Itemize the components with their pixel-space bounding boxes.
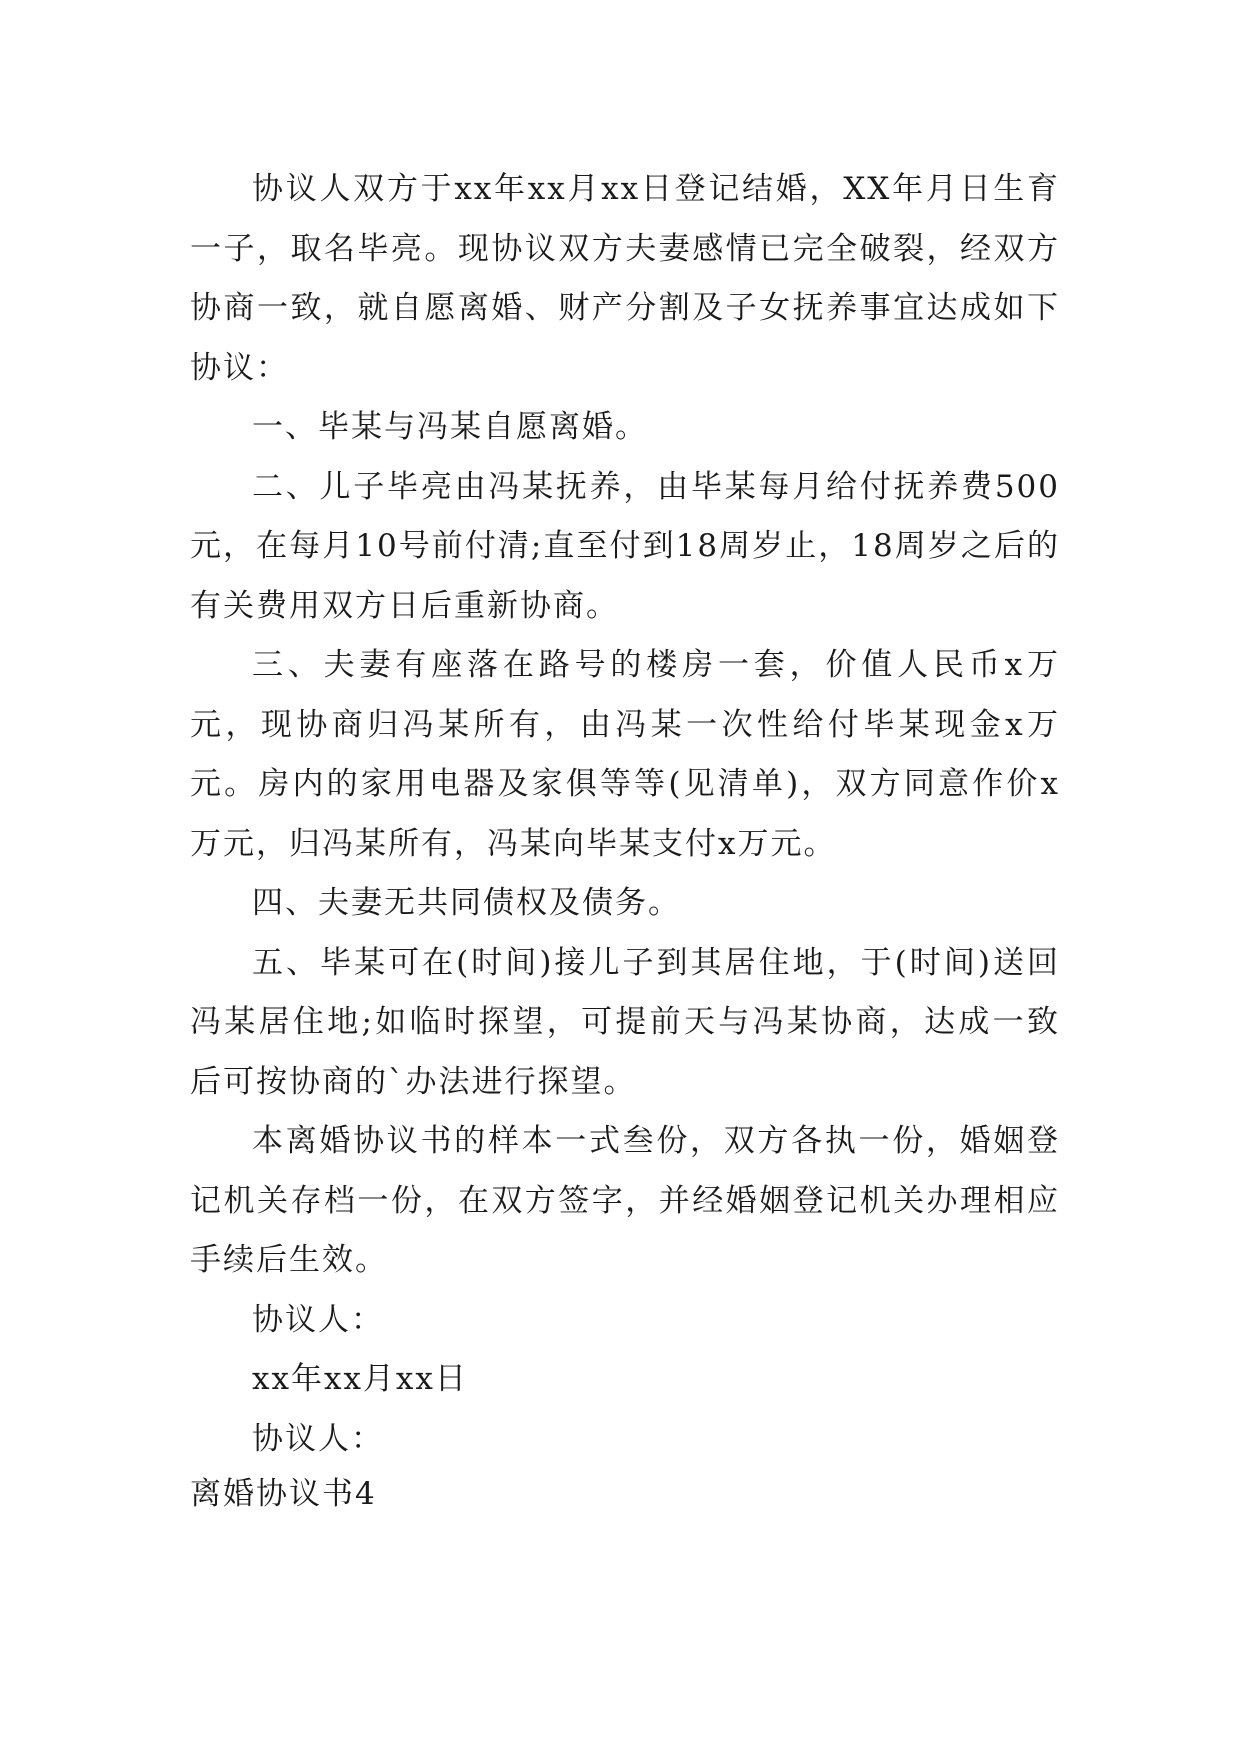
clause-4: 四、夫妻无共同债权及债务。 xyxy=(252,885,681,921)
signatory-line: 协议人： xyxy=(252,1301,384,1338)
intro-paragraph: 协议人双方于xx年xx月xx日登记结婚，XX年月日生育一子，取名毕亮。现协议双方夫妻感情已完全破裂，经双方协商一致，就自愿离婚、财产分割及子女抚养事宜达成如下协议： xyxy=(190,171,1060,386)
clause-3: 三、夫妻有座落在路号的楼房一套，价值人民币x万元，现协商归冯某所有，由冯某一次性给付毕某现金x万元。房内的家用电器及家俱等等(见清单)，双方同意作价x万元，归冯某所有，冯某向毕某支付x万元。 xyxy=(190,647,1060,862)
clause-1: 一、毕某与冯某自愿离婚。 xyxy=(252,409,648,445)
signatory-line: 协议人： xyxy=(252,1420,384,1457)
document-body xyxy=(190,160,1060,1469)
next-section-heading: 离婚协议书4 xyxy=(190,1476,377,1512)
clause-5: 五、毕某可在(时间)接儿子到其居住地，于(时间)送回冯某居住地;如临时探望，可提前天与冯某协商，达成一致后可按协商的`办法进行探望。 xyxy=(190,944,1060,1100)
clause-2: 二、儿子毕亮由冯某抚养，由毕某每月给付抚养费500元，在每月10号前付清;直至付到18周岁止，18周岁之后的有关费用双方日后重新协商。 xyxy=(190,468,1060,624)
date-line: xx年xx月xx日 xyxy=(252,1361,468,1397)
closing-paragraph: 本离婚协议书的样本一式叁份，双方各执一份，婚姻登记机关存档一份，在双方签字，并经婚姻登记机关办理相应手续后生效。 xyxy=(190,1123,1060,1278)
